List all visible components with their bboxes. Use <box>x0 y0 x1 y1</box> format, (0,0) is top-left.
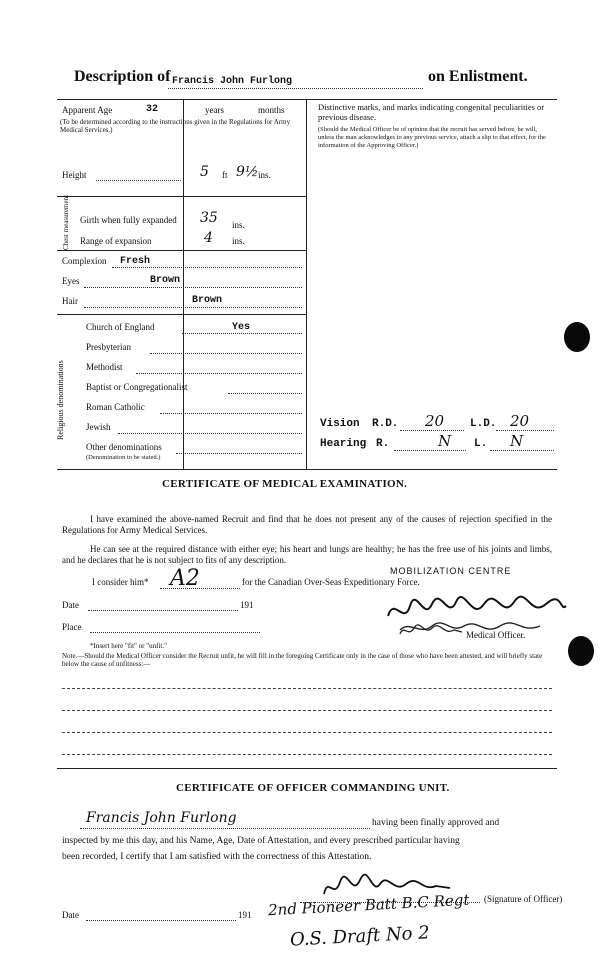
range-label: Range of expansion <box>80 236 152 246</box>
eyes-line <box>84 287 302 288</box>
commanding-recruit-name: Francis John Furlong <box>86 810 237 826</box>
place-line <box>90 632 260 633</box>
column-divider <box>306 99 307 469</box>
religion-line-4 <box>160 413 302 414</box>
hair-rule <box>57 314 306 315</box>
commanding-year: 191 <box>238 910 252 920</box>
religion-line-6 <box>176 453 302 454</box>
force-label: for the Canadian Over-Seas Expeditionary Force. <box>242 577 420 587</box>
religion-line-5 <box>118 433 302 434</box>
hair-value: Brown <box>192 295 223 306</box>
months-label: months <box>258 105 285 115</box>
religion-methodist: Methodist <box>86 362 123 372</box>
height-label: Height <box>62 170 87 180</box>
vision-rd-label: R.D. <box>372 418 399 430</box>
religion-line-1 <box>150 353 302 354</box>
fitness-line <box>160 588 240 589</box>
religion-other: Other denominations <box>86 442 162 452</box>
hearing-r-label: R. <box>376 438 390 450</box>
ft-label: ft <box>222 170 228 180</box>
medical-bottom-rule <box>57 768 557 769</box>
ins-label-girth: ins. <box>232 220 245 230</box>
having-been-text: having been finally approved and <box>372 818 500 828</box>
unfitness-line-4 <box>62 754 552 755</box>
age-note: (To be determined according to the instructions given in the Regulations for Army Medical Services.) <box>60 118 291 134</box>
commanding-line-3: been recorded, I certify that I am satisfied with the correctness of this Attestation. <box>62 852 372 862</box>
religion-heading: Religious denominations <box>56 360 65 440</box>
draft-note: O.S. Draft No 2 <box>289 922 431 951</box>
apparent-age-value: 32 <box>146 104 159 115</box>
medical-para-1: I have examined the above-named Recruit and find that he does not present any of the causes of rejection specified in the Regulations for Army Medical Services. <box>62 514 552 535</box>
denomination-note: (Denomination to be stated.) <box>86 454 161 461</box>
consider-label: I consider him* <box>92 577 149 587</box>
hair-label: Hair <box>62 296 78 306</box>
complexion-line <box>112 267 302 268</box>
vision-rd-line <box>400 430 464 431</box>
medical-date-label: Date <box>62 600 79 610</box>
recruit-name: Francis John Furlong <box>172 76 293 87</box>
religion-church-of-england: Church of England <box>86 322 155 332</box>
medical-year: 191 <box>240 600 254 610</box>
medical-para-2: He can see at the required distance with either eye; his heart and lungs are healthy; he has the free use of his joints and limbs, and he declares that he is not subject to fits of any description. <box>62 544 552 565</box>
description-bottom-rule <box>57 469 557 470</box>
unit-note: 2nd Pioneer Batt B.C Regt <box>267 890 470 920</box>
unfitness-line-3 <box>62 732 552 733</box>
hearing-label: Hearing <box>320 438 367 450</box>
vision-ld-line <box>496 430 554 431</box>
fitness-value: A2 <box>170 566 200 591</box>
insert-note: *Insert here "fit" or "unfit." <box>90 642 167 650</box>
ins-label-height: ins. <box>258 170 271 180</box>
mobilization-stamp: MOBILIZATION CENTRE <box>390 566 512 576</box>
religion-line-3 <box>228 393 302 394</box>
girth-value: 35 <box>200 210 218 226</box>
marks-heading: Distinctive marks, and marks indicating congenital peculiarities or previous disease. <box>318 102 545 122</box>
marks-note: (Should the Medical Officer be of opinion that the recruit has served before, he will, unless the man acknowledges to any previous service, attach a slip to that effect, for the information of the Approving Officer.) <box>318 126 546 149</box>
signature-label: (Signature of Officer) <box>484 894 563 904</box>
hearing-l-line <box>490 450 554 451</box>
vision-ld-label: L.D. <box>470 418 497 430</box>
years-label: years <box>205 105 224 115</box>
religion-line-2 <box>136 373 302 374</box>
height-rule <box>57 196 306 197</box>
commanding-date-label: Date <box>62 910 79 920</box>
religion-roman-catholic: Roman Catholic <box>86 402 145 412</box>
name-line <box>168 88 423 89</box>
religion-presbyterian: Presbyterian <box>86 342 131 352</box>
religion-baptist: Baptist or Congregationalist <box>86 382 188 392</box>
unfitness-line-2 <box>62 710 552 711</box>
unfitness-line-1 <box>62 688 552 689</box>
hearing-l-value: N <box>510 432 524 450</box>
header-rule <box>57 99 557 100</box>
vision-label: Vision <box>320 418 360 430</box>
medical-heading: CERTIFICATE OF MEDICAL EXAMINATION. <box>162 478 408 490</box>
complexion-label: Complexion <box>62 256 107 266</box>
girth-label: Girth when fully expanded <box>80 215 177 225</box>
hearing-r-line <box>394 450 466 451</box>
ins-label-range: ins. <box>232 236 245 246</box>
religion-line-0 <box>182 333 302 334</box>
religion-church-of-england-value: Yes <box>232 322 251 333</box>
page-title-left: Description of <box>74 68 171 85</box>
vision-rd-value: 20 <box>425 412 445 430</box>
punch-hole-bottom <box>568 636 594 666</box>
chest-measurement-label: Chest measurement <box>62 194 70 250</box>
place-label: Place <box>62 622 82 632</box>
eyes-value: Brown <box>150 275 181 286</box>
religion-jewish: Jewish <box>86 422 111 432</box>
medical-note: Note.—Should the Medical Officer consider the Recruit unfit, he will fill in the foregoing Certificate only in the case of those who have been attested, and will briefly state below the cause of unfitness:— <box>62 652 543 668</box>
medical-officer-title: Medical Officer. <box>466 630 526 640</box>
page-title-right: on Enlistment. <box>428 68 528 85</box>
height-ft-value: 5 <box>200 164 209 180</box>
commanding-name-line <box>80 828 370 829</box>
range-value: 4 <box>204 230 213 246</box>
height-line <box>96 180 181 181</box>
commanding-date-line <box>86 920 236 921</box>
vision-ld-value: 20 <box>510 412 530 430</box>
hair-line <box>84 307 302 308</box>
medical-date-line <box>88 610 238 611</box>
height-in-value: 9½ <box>236 164 259 180</box>
punch-hole-top <box>564 322 590 352</box>
chest-rule <box>57 250 306 251</box>
officer-initials-signature <box>396 622 466 640</box>
complexion-value: Fresh <box>120 256 151 267</box>
commanding-heading: CERTIFICATE OF OFFICER COMMANDING UNIT. <box>176 782 450 794</box>
hearing-r-value: N <box>438 432 452 450</box>
hearing-l-label: L. <box>474 438 488 450</box>
commanding-line-2: inspected by me this day, and his Name, Age, Date of Attestation, and every prescribed particular having <box>62 836 460 846</box>
eyes-label: Eyes <box>62 276 80 286</box>
apparent-age-label: Apparent Age <box>62 105 113 115</box>
